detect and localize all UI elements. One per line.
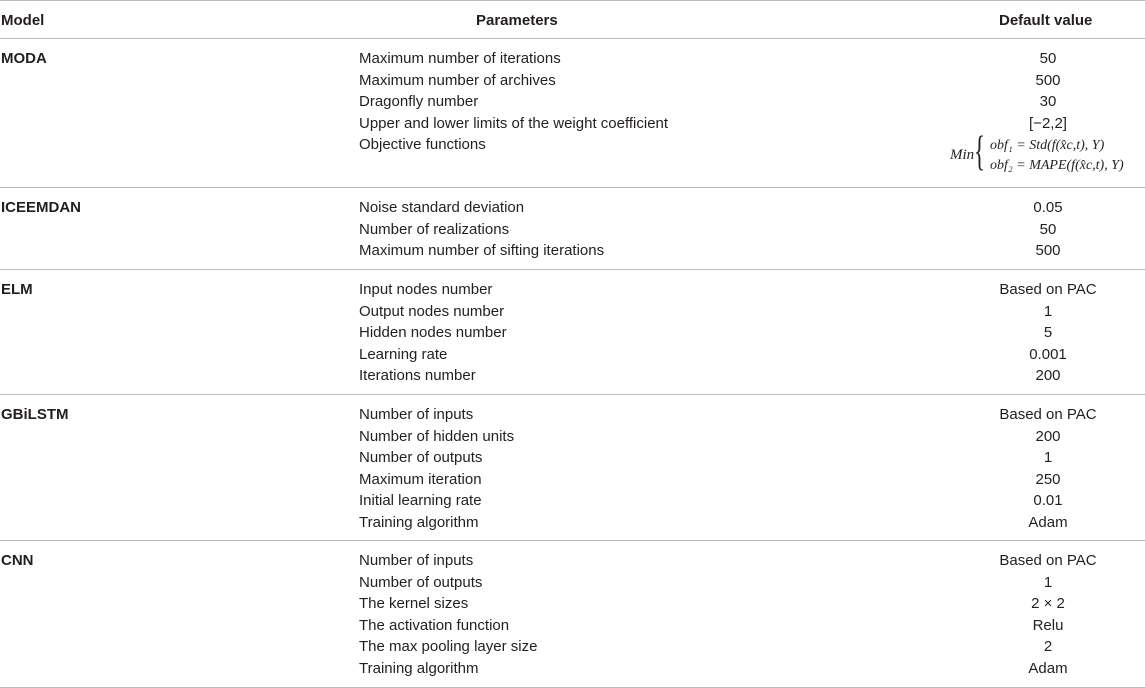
parameter-name: Number of outputs bbox=[359, 449, 483, 466]
parameter-name: Output nodes number bbox=[359, 302, 505, 320]
default-value: 500 bbox=[1035, 242, 1061, 259]
parameter-name: Training algorithm bbox=[359, 659, 479, 677]
parameter-name: Learning rate bbox=[359, 345, 448, 363]
table-row bbox=[0, 617, 1145, 639]
default-value: 1 bbox=[1043, 573, 1053, 591]
default-value: 200 bbox=[1035, 427, 1061, 445]
table-row bbox=[0, 281, 1145, 303]
table-row bbox=[0, 660, 1145, 682]
table-row bbox=[0, 303, 1145, 325]
parameter-name: Input nodes number bbox=[359, 281, 493, 298]
default-value: 50 bbox=[1039, 50, 1057, 67]
parameter-name: Number of hidden units bbox=[359, 427, 515, 445]
default-value: Based on PAC bbox=[999, 406, 1097, 423]
table-row bbox=[0, 346, 1145, 368]
table-row bbox=[0, 638, 1145, 660]
default-value: Adam bbox=[1028, 659, 1068, 677]
formula-brace: { bbox=[974, 129, 986, 175]
table-row bbox=[0, 221, 1145, 243]
table-row bbox=[0, 514, 1145, 536]
model-name: MODA bbox=[1, 50, 47, 67]
model-name: ICEEMDAN bbox=[1, 199, 82, 216]
table-row bbox=[0, 72, 1145, 94]
table-row bbox=[0, 367, 1145, 389]
table-row bbox=[0, 199, 1145, 221]
group-iceemdan bbox=[0, 188, 1145, 270]
header-default-value: Default value bbox=[999, 12, 1093, 29]
formula-min: Min bbox=[950, 147, 975, 163]
parameter-name: Iterations number bbox=[359, 367, 476, 384]
table-row bbox=[0, 492, 1145, 514]
default-value: Based on PAC bbox=[999, 281, 1097, 298]
formula-line-1: obf₁ = Std(f(x̂c,t), Y) bbox=[990, 138, 1105, 153]
table-row bbox=[0, 449, 1145, 471]
default-value: 0.001 bbox=[1029, 345, 1067, 363]
table-row bbox=[0, 242, 1145, 264]
default-value: Based on PAC bbox=[999, 552, 1097, 569]
table-row bbox=[0, 428, 1145, 450]
parameter-name: Maximum number of archives bbox=[359, 71, 556, 89]
parameter-name: Number of outputs bbox=[359, 573, 483, 591]
default-value: 0.05 bbox=[1033, 199, 1063, 216]
parameter-name: Number of inputs bbox=[359, 406, 474, 423]
parameter-name: Maximum number of sifting iterations bbox=[359, 242, 605, 259]
group-cnn bbox=[0, 541, 1145, 688]
parameter-name: Number of inputs bbox=[359, 552, 474, 569]
parameter-name: Noise standard deviation bbox=[359, 199, 525, 216]
parameter-name: The kernel sizes bbox=[359, 595, 469, 612]
default-value: 2 × 2 bbox=[1031, 595, 1065, 612]
default-value: Adam bbox=[1028, 513, 1068, 531]
parameter-name: Initial learning rate bbox=[359, 492, 482, 509]
parameter-name: Dragonfly number bbox=[359, 93, 479, 110]
default-value: [−2,2] bbox=[1029, 114, 1067, 132]
default-value: 250 bbox=[1035, 470, 1061, 488]
table-row bbox=[0, 406, 1145, 428]
objective-formula bbox=[950, 129, 1145, 179]
table-row bbox=[0, 552, 1145, 574]
model-name: ELM bbox=[1, 281, 33, 298]
parameter-name: Maximum iteration bbox=[359, 470, 482, 488]
group-elm bbox=[0, 270, 1145, 395]
default-value: 0.01 bbox=[1033, 492, 1063, 509]
parameter-name: Number of realizations bbox=[359, 220, 510, 238]
default-value: 200 bbox=[1035, 367, 1061, 384]
default-value: 2 bbox=[1043, 638, 1053, 655]
parameter-name: Upper and lower limits of the weight coefficient bbox=[359, 114, 669, 132]
model-name: CNN bbox=[1, 552, 34, 569]
parameter-name: Hidden nodes number bbox=[359, 324, 507, 341]
table-row bbox=[0, 574, 1145, 596]
parameter-name: The max pooling layer size bbox=[359, 638, 538, 655]
parameter-name: The activation function bbox=[359, 616, 510, 634]
default-value: 1 bbox=[1043, 449, 1053, 466]
table-row bbox=[0, 595, 1145, 617]
default-value: 1 bbox=[1043, 302, 1053, 320]
default-value: 30 bbox=[1039, 93, 1057, 110]
formula-line-2: obf₂ = MAPE(f(x̂c,t), Y) bbox=[990, 158, 1124, 173]
table-row bbox=[0, 93, 1145, 115]
parameter-name: Objective functions bbox=[359, 136, 486, 153]
header-model: Model bbox=[1, 12, 45, 29]
default-value: 500 bbox=[1035, 71, 1061, 89]
default-value: 50 bbox=[1039, 220, 1057, 238]
parameter-name: Training algorithm bbox=[359, 513, 479, 531]
table-row bbox=[0, 50, 1145, 72]
table-row bbox=[0, 324, 1145, 346]
parameter-name: Maximum number of iterations bbox=[359, 50, 561, 67]
table-row bbox=[0, 471, 1145, 493]
group-gbilstm bbox=[0, 395, 1145, 541]
model-name: GBiLSTM bbox=[1, 406, 69, 423]
default-value: Relu bbox=[1032, 616, 1064, 634]
header-parameters: Parameters bbox=[476, 12, 558, 29]
table-header bbox=[0, 0, 1145, 39]
default-value: 5 bbox=[1043, 324, 1053, 341]
